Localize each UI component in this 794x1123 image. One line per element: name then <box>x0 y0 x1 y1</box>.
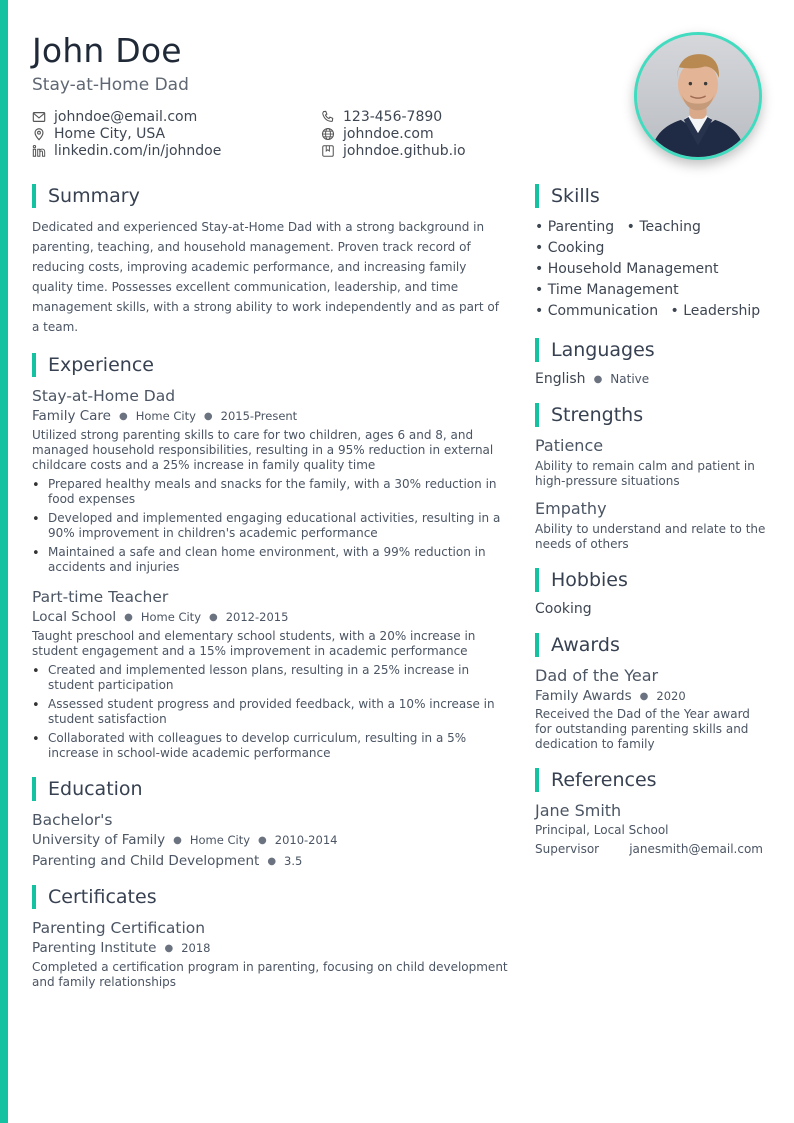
job-title: Part-time Teacher <box>32 588 169 606</box>
job-title: Stay-at-Home Dad <box>32 387 176 405</box>
linkedin-icon <box>32 144 46 158</box>
skills-row <box>535 259 767 280</box>
mail-icon <box>32 110 46 124</box>
contact-website[interactable] <box>321 125 434 142</box>
skill-item: • Teaching <box>626 219 701 235</box>
skill-label: Leadership <box>683 303 761 319</box>
contact-github[interactable] <box>321 142 466 159</box>
separator-dot: ● <box>639 690 649 702</box>
contact-list <box>32 108 592 164</box>
contact-email[interactable] <box>32 108 197 125</box>
skills-row <box>535 301 767 322</box>
separator-dot: ● <box>119 410 128 422</box>
job-bullets <box>32 663 510 761</box>
separator-dot: ● <box>124 611 133 623</box>
separator-dot: ● <box>209 611 218 623</box>
education-dates: 2010-2014 <box>274 833 338 847</box>
map-pin-icon <box>32 127 46 141</box>
certificates-section <box>32 885 510 990</box>
separator-dot: ● <box>203 410 213 422</box>
job-meta <box>32 408 510 424</box>
strength-name: Empathy <box>535 499 607 518</box>
strength-item <box>535 499 767 552</box>
job-entry <box>32 587 510 761</box>
strengths-heading: Strengths <box>535 403 767 427</box>
skill-label: Cooking <box>547 240 605 256</box>
certificate-name: Parenting Certification <box>32 919 206 937</box>
hobbies-section <box>535 568 767 617</box>
side-column <box>535 184 767 875</box>
education-gpa: 3.5 <box>284 854 303 868</box>
references-section <box>535 768 767 859</box>
job-dates: 2015-Present <box>220 409 298 423</box>
skills-row <box>535 217 767 238</box>
job-company: Local School <box>32 609 117 625</box>
separator-dot: ● <box>258 834 267 846</box>
skill-label: Household Management <box>547 261 719 277</box>
summary-section <box>32 184 510 337</box>
summary-heading: Summary <box>32 184 510 208</box>
hobby-item: Cooking <box>535 601 592 617</box>
award-meta <box>535 688 767 704</box>
portrait-illustration <box>637 35 759 157</box>
strength-name: Patience <box>535 436 604 455</box>
education-degree: Bachelor's <box>32 811 113 829</box>
award-issuer: Family Awards <box>535 688 632 704</box>
certificate-meta <box>32 940 510 956</box>
education-field-row <box>32 853 510 869</box>
education-location: Home City <box>189 833 251 847</box>
contact-phone-text: 123-456-7890 <box>343 108 443 125</box>
job-location: Home City <box>135 409 196 423</box>
certificate-year: 2018 <box>181 941 211 955</box>
references-heading: References <box>535 768 767 792</box>
reference-position: Principal, Local School <box>535 823 669 837</box>
resume-header <box>32 30 772 170</box>
globe-icon <box>321 127 335 141</box>
skills-row <box>535 280 767 301</box>
certificate-description: Completed a certification program in parenting, focusing on child development and family relationships <box>32 960 508 989</box>
experience-heading: Experience <box>32 353 510 377</box>
awards-section <box>535 633 767 752</box>
languages-section <box>535 338 767 387</box>
skill-label: Parenting <box>547 219 615 235</box>
reference-contact-row <box>535 840 763 859</box>
strength-description: Ability to understand and relate to the needs of others <box>535 522 766 551</box>
contact-linkedin-text: linkedin.com/in/johndoe <box>54 142 222 159</box>
education-section <box>32 777 510 869</box>
skill-item: • Communication <box>535 303 659 319</box>
certificate-issuer: Parenting Institute <box>32 940 157 956</box>
profile-photo <box>634 32 762 160</box>
job-bullet: • Collaborated with colleagues to develop curriculum, resulting in a 5% increase in school-wide academic performance <box>32 731 510 761</box>
separator-dot: ● <box>164 942 174 954</box>
hobbies-heading: Hobbies <box>535 568 767 592</box>
job-description: Taught preschool and elementary school students, with a 20% increase in student engagement and a 15% improvement in academic performance <box>32 629 476 658</box>
job-entry <box>32 386 510 575</box>
contact-location <box>32 125 165 142</box>
contact-phone[interactable] <box>321 108 442 125</box>
job-bullet: • Developed and implemented engaging educational activities, resulting in a 90% improvement in children's academic performance <box>32 511 510 541</box>
candidate-name: John Doe <box>32 31 182 70</box>
language-entry <box>535 371 767 387</box>
strength-item <box>535 436 767 489</box>
award-name: Dad of the Year <box>535 666 659 685</box>
skills-list <box>535 217 767 322</box>
reference-email[interactable]: janesmith@email.com <box>629 842 763 856</box>
education-field: Parenting and Child Development <box>32 853 260 869</box>
languages-heading: Languages <box>535 338 767 362</box>
separator-dot: ● <box>593 373 603 385</box>
skills-row <box>535 238 767 259</box>
education-school: University of Family <box>32 832 166 848</box>
job-description: Utilized strong parenting skills to care for two children, ages 6 and 8, and managed household responsibilities, resulting in a 95% reduction in external childcare costs and a 25% increase in family quality time <box>32 428 494 472</box>
language-name: English <box>535 371 586 387</box>
job-bullet: • Assessed student progress and provided feedback, with a 10% increase in student satisfaction <box>32 697 510 727</box>
experience-section <box>32 353 510 761</box>
skill-item: • Time Management <box>535 282 679 298</box>
job-company: Family Care <box>32 408 111 424</box>
award-year: 2020 <box>656 689 686 703</box>
skill-item: • Parenting <box>535 219 615 235</box>
accent-bar <box>0 0 8 1123</box>
strengths-section <box>535 403 767 552</box>
awards-heading: Awards <box>535 633 767 657</box>
job-bullet: • Created and implemented lesson plans, resulting in a 25% increase in student participation <box>32 663 510 693</box>
skill-label: Teaching <box>639 219 701 235</box>
separator-dot: ● <box>173 834 182 846</box>
reference-relation: Supervisor <box>535 842 600 856</box>
contact-github-text: johndoe.github.io <box>343 142 466 159</box>
education-heading: Education <box>32 777 510 801</box>
separator-dot: ● <box>267 855 277 867</box>
reference-name: Jane Smith <box>535 801 622 820</box>
language-level: Native <box>610 372 650 386</box>
skills-section <box>535 184 767 322</box>
job-location: Home City <box>140 610 201 624</box>
job-bullet: • Maintained a safe and clean home environment, with a 99% reduction in accidents and injuries <box>32 545 510 575</box>
job-meta <box>32 609 510 625</box>
strength-description: Ability to remain calm and patient in high-pressure situations <box>535 459 755 488</box>
contact-email-text: johndoe@email.com <box>54 108 198 125</box>
phone-icon <box>321 110 335 124</box>
skills-heading: Skills <box>535 184 767 208</box>
award-description: Received the Dad of the Year award for outstanding parenting skills and dedication to family <box>535 707 750 751</box>
skill-item: • Household Management <box>535 261 719 277</box>
skill-label: Communication <box>547 303 659 319</box>
skill-item: • Cooking <box>535 240 605 256</box>
certificates-heading: Certificates <box>32 885 510 909</box>
contact-website-text: johndoe.com <box>343 125 434 142</box>
job-bullet: • Prepared healthy meals and snacks for the family, with a 30% reduction in food expenses <box>32 477 510 507</box>
contact-linkedin[interactable] <box>32 142 221 159</box>
skill-label: Time Management <box>547 282 679 298</box>
summary-text: Dedicated and experienced Stay-at-Home Dad with a strong background in parenting, teaching, and household management. Proven track record of reducing costs, improving academic performance, and increasing family quality time. Possesses excellent communication, leadership, and time management skills, with a strong ability to work independently and as part of a team. <box>32 220 499 334</box>
candidate-role: Stay-at-Home Dad <box>32 75 189 95</box>
job-dates: 2012-2015 <box>225 610 289 624</box>
skill-item: • Leadership <box>670 303 761 319</box>
job-bullets <box>32 477 510 575</box>
education-meta <box>32 832 510 848</box>
main-column <box>32 184 510 1006</box>
contact-location-text: Home City, USA <box>54 125 166 142</box>
bookmark-icon <box>321 144 335 158</box>
